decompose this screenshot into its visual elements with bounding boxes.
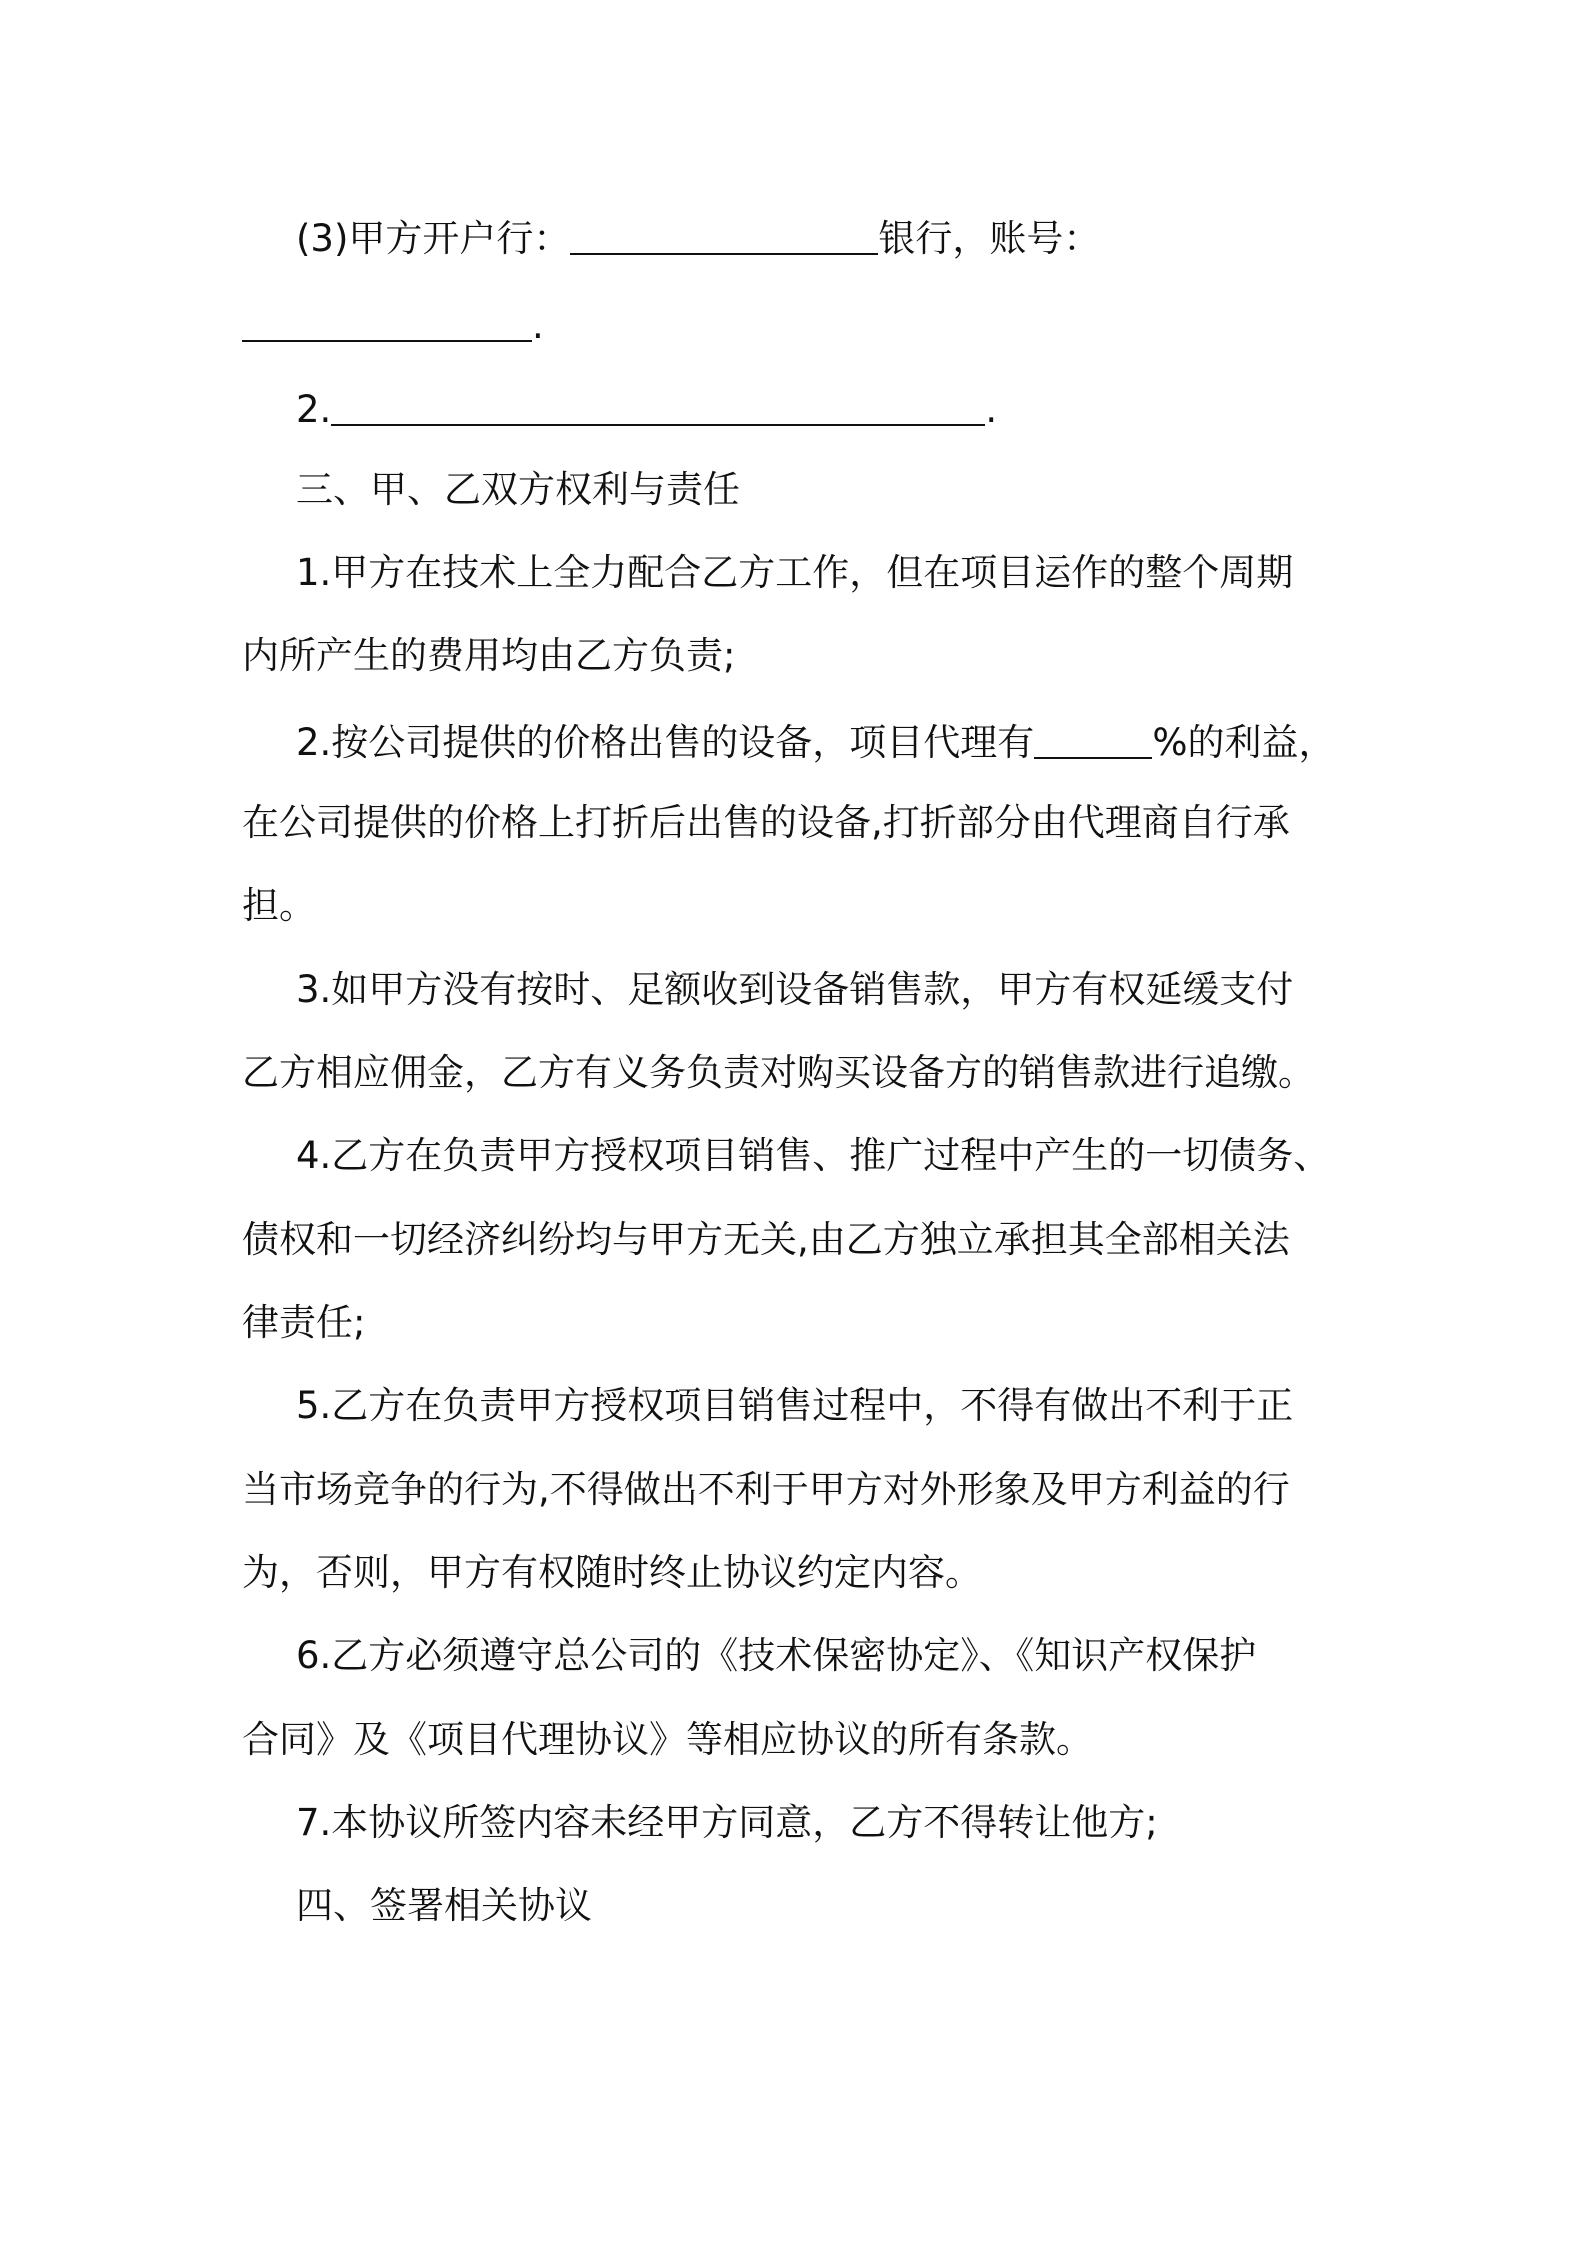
bank-line xyxy=(0,211,1587,264)
clause-1-line-2: 内所产生的费用均由乙方负责; xyxy=(242,634,736,677)
account-period: . xyxy=(532,304,544,347)
account-number-blank[interactable] xyxy=(242,302,532,342)
clause-2-text-a: 2.按公司提供的价格出售的设备，项目代理有 xyxy=(296,721,1035,764)
clause-3-line-2: 乙方相应佣金，乙方有义务负责对购买设备方的销售款进行追缴。 xyxy=(242,1051,1315,1094)
clause-4-line-1: 4.乙方在负责甲方授权项目销售、推广过程中产生的一切债务、 xyxy=(296,1134,1331,1177)
clause-3-line-1: 3.如甲方没有按时、足额收到设备销售款，甲方有权延缓支付 xyxy=(296,968,1294,1011)
item-2-number: 2. xyxy=(296,388,332,431)
clause-4-line-3: 律责任; xyxy=(242,1301,366,1344)
clause-2-text-b: %的利益， xyxy=(1152,721,1336,764)
item-2-period: . xyxy=(985,388,998,431)
account-label: 银行，账号： xyxy=(878,217,1101,260)
item-2-blank[interactable] xyxy=(331,386,985,426)
clause-7-line-1: 7.本协议所签内容未经甲方同意，乙方不得转让他方; xyxy=(296,1801,1158,1844)
account-line xyxy=(0,298,1587,351)
clause-2-line-1 xyxy=(0,715,1587,768)
clause-5-line-1: 5.乙方在负责甲方授权项目销售过程中，不得有做出不利于正 xyxy=(296,1384,1294,1427)
clause-6-line-2: 合同》及《项目代理协议》等相应协议的所有条款。 xyxy=(242,1718,1093,1761)
item-2-line xyxy=(0,382,1587,435)
clause-5-line-2: 当市场竞争的行为,不得做出不利于甲方对外形象及甲方利益的行 xyxy=(242,1468,1290,1511)
profit-percent-blank[interactable] xyxy=(1034,719,1152,759)
section-3-heading: 三、甲、乙双方权利与责任 xyxy=(296,468,740,511)
clause-2-line-2: 在公司提供的价格上打折后出售的设备,打折部分由代理商自行承 xyxy=(242,801,1290,844)
section-4-heading: 四、签署相关协议 xyxy=(296,1884,592,1927)
clause-1-line-1: 1.甲方在技术上全力配合乙方工作，但在项目运作的整个周期 xyxy=(296,551,1294,594)
clause-2-line-3: 担。 xyxy=(242,884,316,927)
clause-4-line-2: 债权和一切经济纠纷均与甲方无关,由乙方独立承担其全部相关法 xyxy=(242,1218,1290,1261)
clause-6-line-1: 6.乙方必须遵守总公司的《技术保密协定》、《知识产权保护 xyxy=(296,1634,1257,1677)
bank-name-blank[interactable] xyxy=(570,215,878,255)
clause-5-line-3: 为，否则，甲方有权随时终止协议约定内容。 xyxy=(242,1551,982,1594)
bank-label: (3)甲方开户行： xyxy=(296,217,571,260)
